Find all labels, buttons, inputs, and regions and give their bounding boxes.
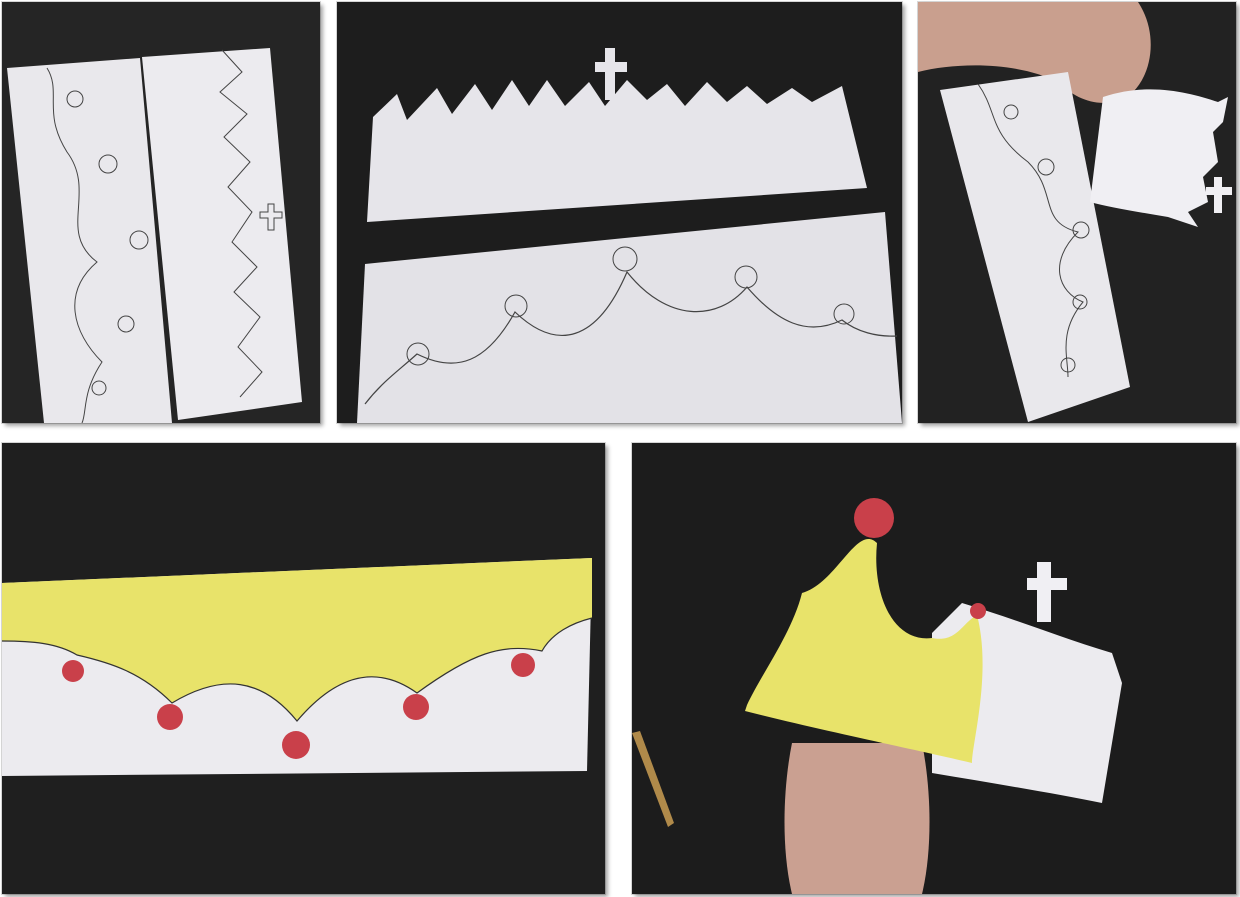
traced-paper-strips-image	[2, 2, 320, 423]
cut-zigzag-crown-image	[337, 2, 902, 423]
red-jewel-2	[157, 704, 183, 730]
finger-crowns-image	[632, 443, 1236, 894]
red-jewel-3	[282, 731, 310, 759]
red-jewel-4	[403, 694, 429, 720]
photo-colored-yellow-crown-strip	[2, 443, 605, 894]
photo-cut-zigzag-crown	[337, 2, 902, 423]
photo-hand-holding-curled-crown	[918, 2, 1236, 423]
photo-finger-crowns	[632, 443, 1236, 894]
hand-holding-curled-crown-image	[918, 2, 1236, 423]
finger	[785, 743, 930, 894]
red-jewel-side	[970, 603, 986, 619]
red-jewel-top	[854, 498, 894, 538]
photo-traced-paper-strips	[2, 2, 320, 423]
red-jewel-1	[62, 660, 84, 682]
colored-yellow-crown-strip-image	[2, 443, 605, 894]
red-jewel-5	[511, 653, 535, 677]
